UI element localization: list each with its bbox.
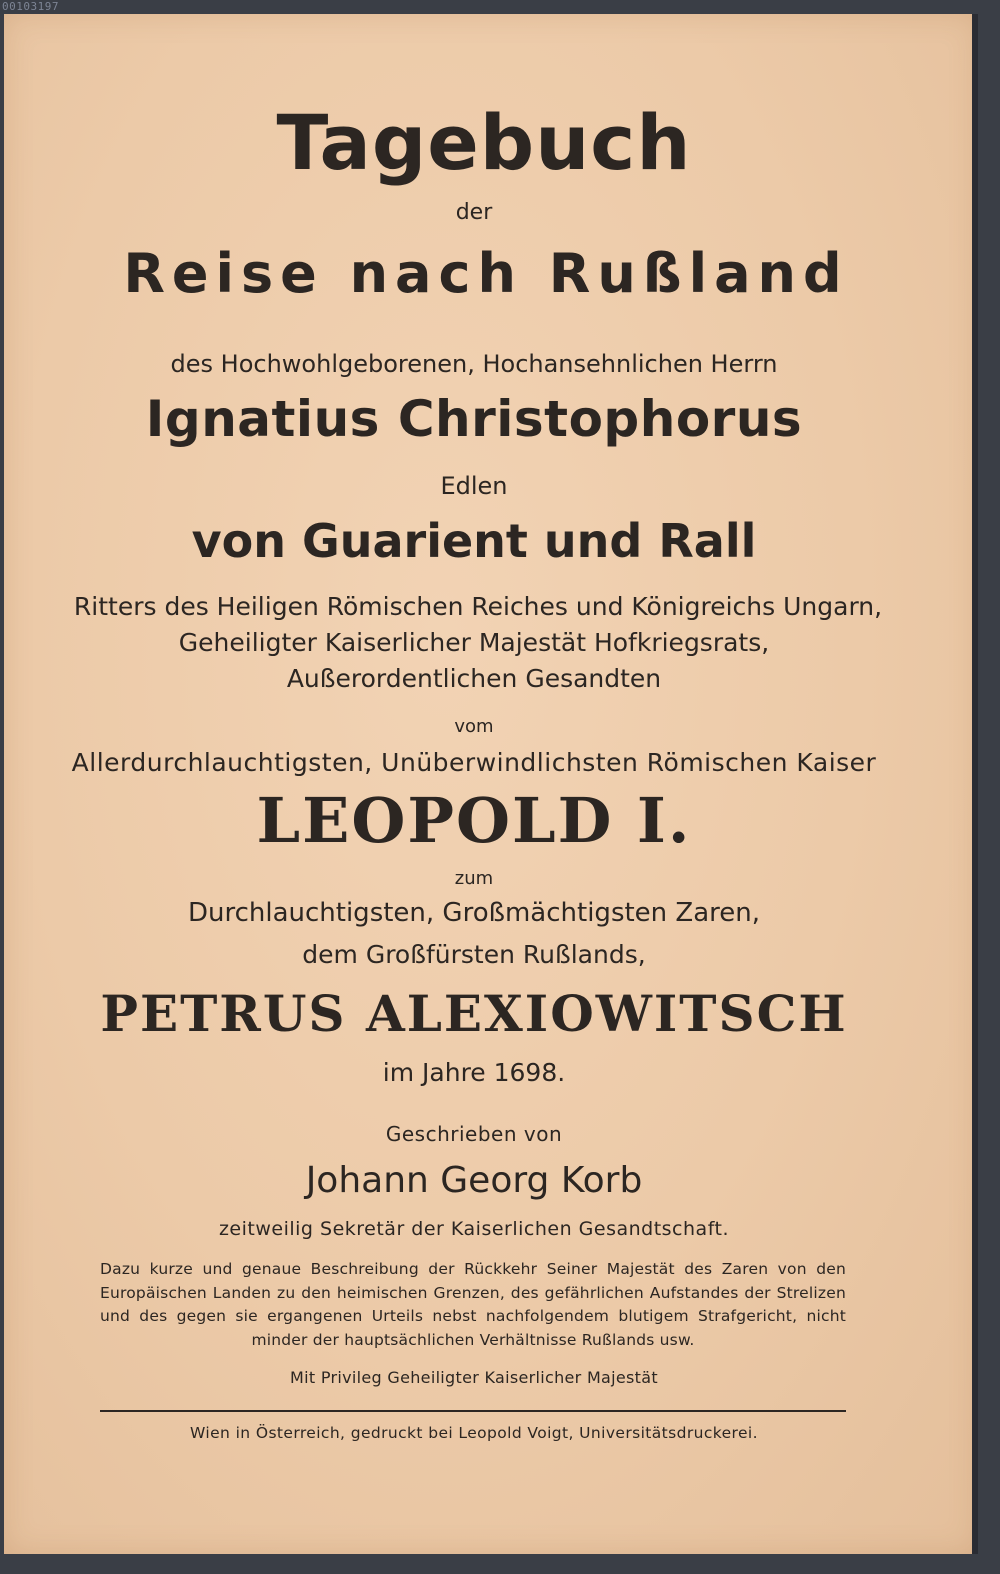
dedication-intro: des Hochwohlgeborenen, Hochansehnlichen Herrn [170, 350, 778, 378]
title-connector-der: der [455, 200, 493, 225]
connector-vom: vom [454, 716, 494, 737]
envoy-name-line-1: Ignatius Christophorus [145, 390, 803, 448]
divider-rule [100, 1410, 846, 1412]
emperor-description: Allerdurchlauchtigsten, Unüberwindlichsten Römischen Kaiser [71, 748, 877, 777]
emperor-name: LEOPOLD I. [256, 784, 692, 857]
privilege-note: Mit Privileg Geheiligter Kaiserlicher Majestät [290, 1368, 658, 1387]
envoy-title-line: Geheiligter Kaiserlicher Majestät Hofkriegsrats, [178, 628, 770, 657]
title-page [4, 14, 978, 1554]
written-by-label: Geschrieben von [385, 1122, 563, 1146]
connector-zum: zum [454, 868, 494, 889]
envoy-edlen: Edlen [440, 472, 508, 500]
tsar-name: PETRUS ALEXIOWITSCH [100, 984, 848, 1043]
title-page-content [4, 14, 978, 1554]
author-name: Johann Georg Korb [305, 1160, 643, 1201]
scan-id-label: 00103197 [2, 0, 59, 13]
year-line: im Jahre 1698. [382, 1058, 566, 1087]
envoy-title-line: Ritters des Heiligen Römischen Reiches und Königreichs Ungarn, [73, 592, 883, 621]
envoy-title-line: Außerordentlichen Gesandten [286, 664, 662, 693]
author-role: zeitweilig Sekretär der Kaiserlichen Gesandtschaft. [218, 1218, 730, 1240]
tsar-description-line: Durchlauchtigsten, Großmächtigsten Zaren, [187, 898, 761, 928]
tsar-description-line: dem Großfürsten Rußlands, [302, 940, 646, 969]
book-title: Tagebuch [276, 98, 692, 187]
envoy-name-line-2: von Guarient und Rall [191, 514, 757, 568]
book-description: Dazu kurze und genaue Beschreibung der Rückkehr Seiner Majestät des Zaren von den Europäischen Landen zu den heimischen Grenzen, des gefährlichen Aufstandes der Strelizen und des gegen sie ergangenen Urteils nebst nachfolgendem blutigem Strafgericht, nicht minder der hauptsächlichen Verhältnisse Rußlands usw. [100, 1260, 846, 1349]
book-subtitle: Reise nach Rußland [123, 242, 849, 305]
printer-imprint: Wien in Österreich, gedruckt bei Leopold Voigt, Universitätsdruckerei. [190, 1424, 758, 1442]
